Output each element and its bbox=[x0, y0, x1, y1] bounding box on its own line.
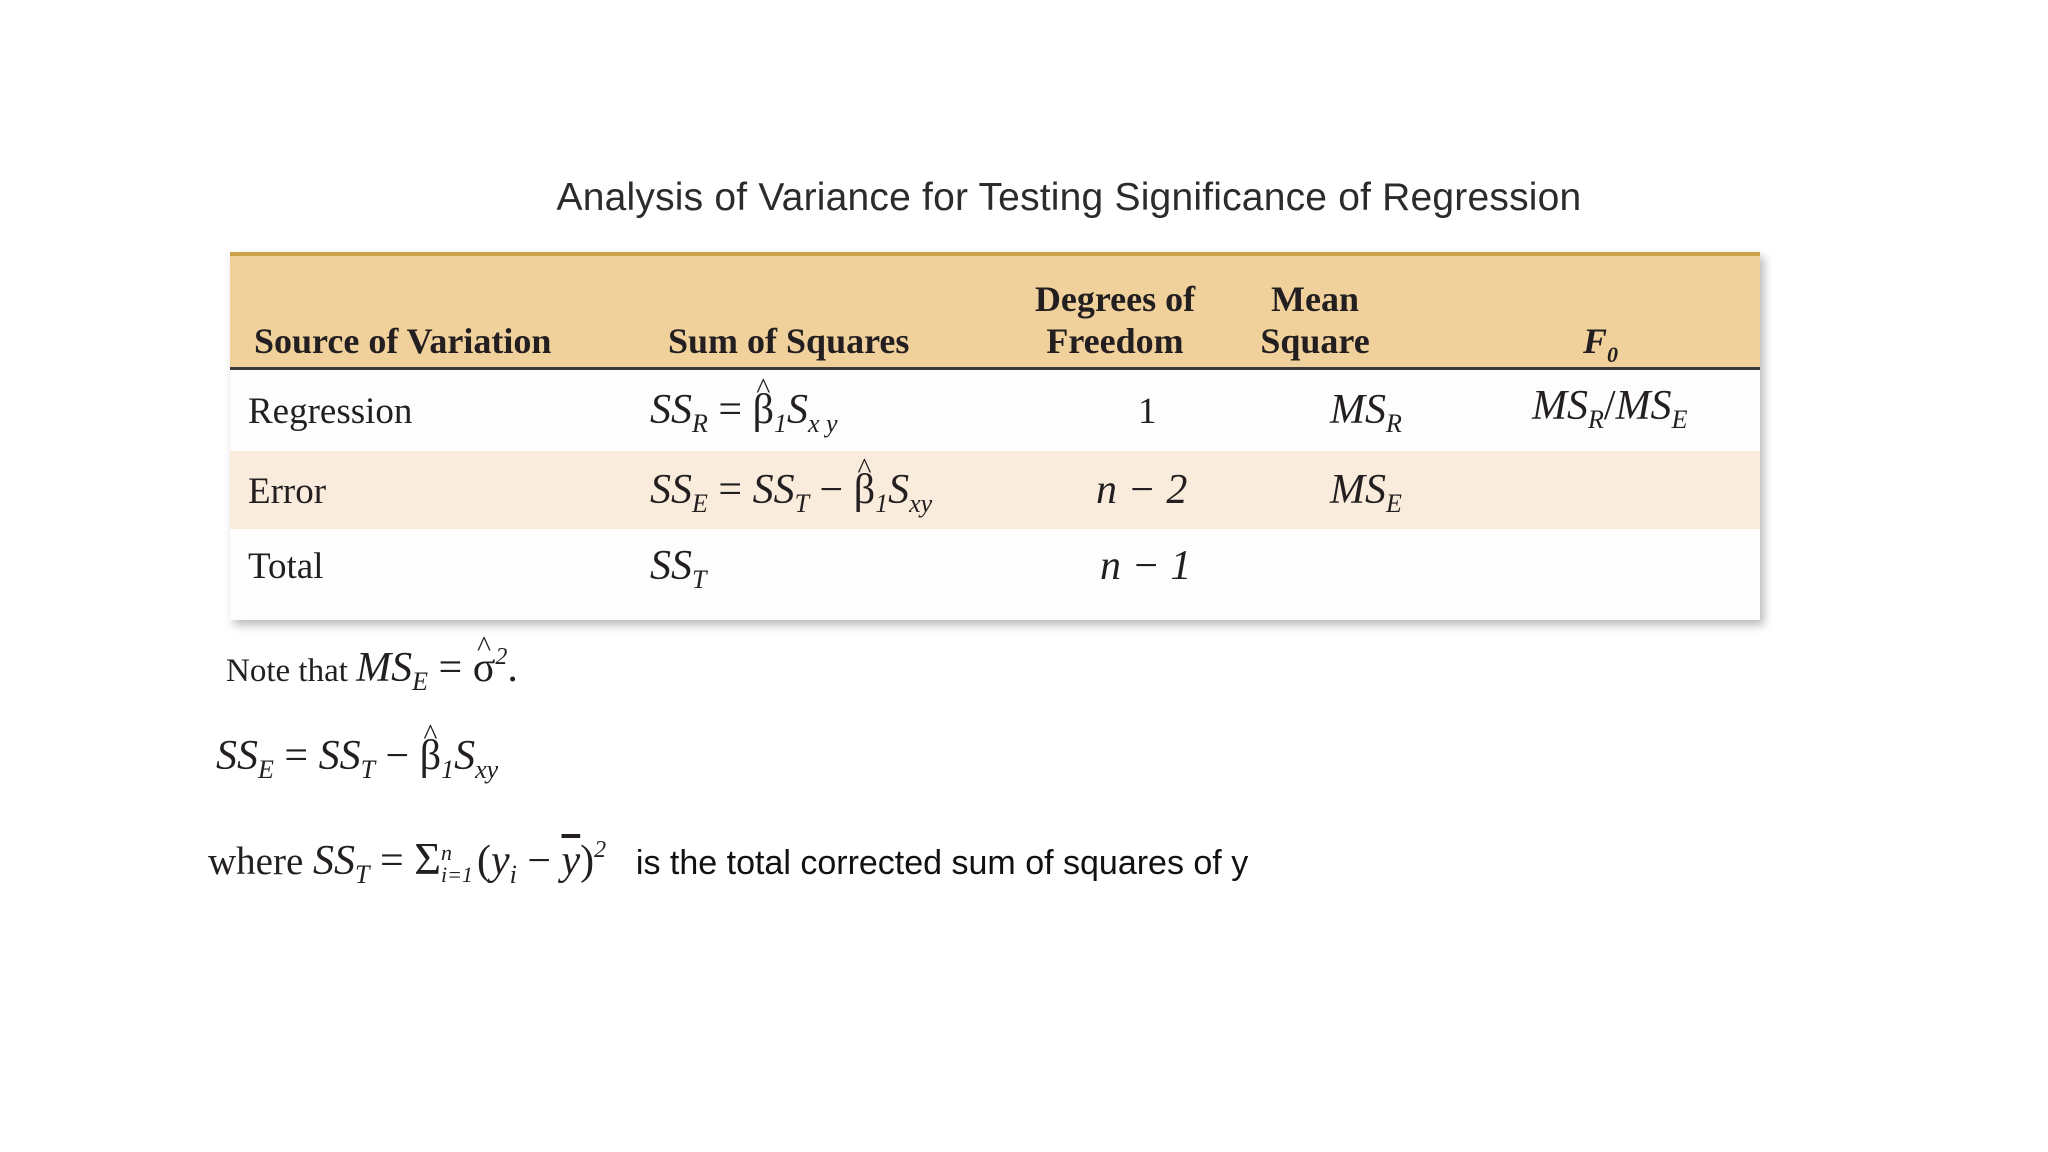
note-text: Note that $MS_E$ = ^ $\sigma^2$. bbox=[226, 644, 518, 692]
sst-description: is the total corrected sum of squares of y bbox=[635, 844, 1249, 882]
header-f0: $F_0$ bbox=[1583, 321, 1619, 367]
sst-definition: where $SS_T = \Sigma$ n i=1 $(y_i - \overline{y})^2$ is the total corrected sum of squares of y bbox=[208, 833, 1249, 890]
row-total-source: Total bbox=[248, 546, 324, 587]
row-regression-ms: $MS_R$ bbox=[1330, 387, 1402, 439]
row-error-source: Error bbox=[248, 471, 327, 512]
sse-equation: $SS_E = SS_T$ − ^ $\beta_1S_{xy}$ bbox=[216, 732, 498, 780]
header-source-of-variation: Source of Variation bbox=[254, 321, 552, 361]
row-error-ss: $SS_E = SS_T$ − ^ $\beta_1S_{xy}$ bbox=[650, 466, 932, 514]
table-title: Analysis of Variance for Testing Significance of Regression bbox=[556, 176, 1582, 219]
header-mean-square: Mean Square bbox=[1260, 279, 1370, 361]
row-regression-df: 1 bbox=[1138, 391, 1157, 432]
table-row-error-bg bbox=[230, 451, 1760, 529]
header-sum-of-squares: Sum of Squares bbox=[668, 321, 910, 361]
row-total-df: n − 1 bbox=[1100, 543, 1192, 589]
row-regression-ss: $SS_R$ = ^ $\beta_1S_{x y}$ bbox=[650, 386, 838, 434]
row-regression-source: Regression bbox=[248, 391, 413, 432]
header-degrees-of-freedom: Degrees of Freedom bbox=[1034, 279, 1196, 361]
row-error-ms: $MS_E$ bbox=[1330, 467, 1402, 519]
row-regression-f: $MS_R/MS_E$ bbox=[1532, 383, 1688, 435]
row-error-df: n − 2 bbox=[1096, 467, 1188, 513]
anova-table bbox=[230, 252, 1760, 620]
row-total-ss: $SS_T$ bbox=[650, 543, 707, 595]
